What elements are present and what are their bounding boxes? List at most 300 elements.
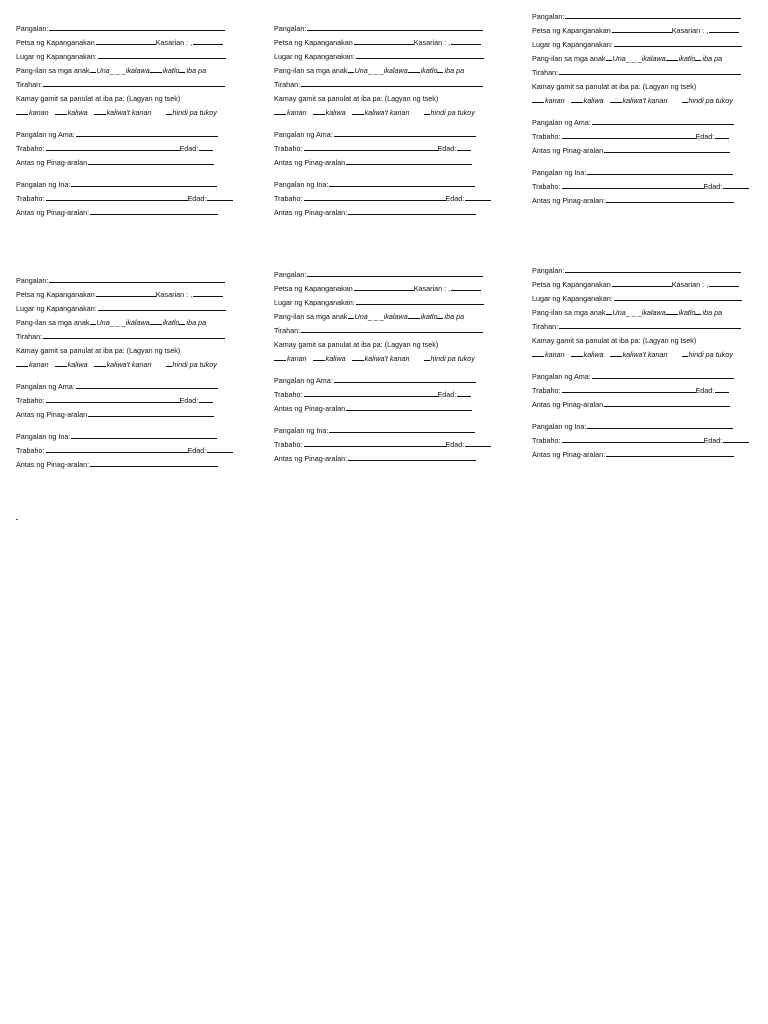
father-name-row bbox=[532, 370, 768, 384]
sex-field[interactable] bbox=[193, 36, 223, 45]
address-label: Tirahan: bbox=[16, 80, 43, 89]
mother-name-field[interactable] bbox=[587, 166, 733, 175]
father-age-label: Edad: bbox=[695, 132, 715, 141]
option-kaliwat-kanan: kaliwa't kanan bbox=[364, 354, 410, 363]
option-iba-pa: iba pa bbox=[444, 66, 465, 75]
checkbox-kanan[interactable] bbox=[274, 106, 286, 115]
father-name-field[interactable] bbox=[76, 128, 218, 137]
checkbox-kanan[interactable] bbox=[532, 94, 544, 103]
father-job-field[interactable] bbox=[562, 130, 696, 139]
name-field[interactable] bbox=[307, 22, 483, 31]
mother-name-row bbox=[532, 166, 768, 180]
father-job-label: Trabaho: bbox=[274, 390, 303, 399]
mother-education-label: Antas ng Pinag-aralan: bbox=[274, 208, 348, 217]
father-job-label: Trabaho: bbox=[532, 386, 561, 395]
option-una: Una bbox=[612, 54, 626, 63]
mother-age-field[interactable] bbox=[207, 444, 233, 453]
father-job-field[interactable] bbox=[562, 384, 696, 393]
mother-education-field[interactable] bbox=[90, 458, 218, 467]
sex-field[interactable] bbox=[709, 278, 739, 287]
handedness-options bbox=[532, 348, 768, 362]
birthplace-label: Lugar ng Kapanganakan: bbox=[274, 52, 355, 61]
mother-age-field[interactable] bbox=[207, 192, 233, 201]
mother-education-row bbox=[274, 206, 514, 220]
sex-field[interactable] bbox=[193, 288, 223, 297]
name-row bbox=[16, 22, 256, 36]
checkbox-ikalawa[interactable] bbox=[408, 64, 420, 73]
mother-job-field[interactable] bbox=[562, 434, 704, 443]
option-hindi-tukoy: hindi pa tukoy bbox=[430, 354, 475, 363]
father-job-row bbox=[274, 142, 514, 156]
birthdate-field[interactable] bbox=[612, 24, 672, 33]
mother-education-row bbox=[274, 452, 514, 466]
birthdate-row bbox=[274, 282, 514, 296]
address-label: Tirahan: bbox=[274, 326, 301, 335]
option-kaliwat-kanan: kaliwa't kanan bbox=[364, 108, 410, 117]
address-field[interactable] bbox=[559, 66, 741, 75]
address-field[interactable] bbox=[301, 78, 483, 87]
mother-age-field[interactable] bbox=[465, 192, 491, 201]
mother-education-field[interactable] bbox=[348, 206, 476, 215]
mother-age-label: Edad: bbox=[445, 440, 465, 449]
checkbox-kaliwat-kanan[interactable] bbox=[94, 106, 106, 115]
birthplace-field[interactable] bbox=[614, 38, 742, 47]
father-job-field[interactable] bbox=[304, 142, 438, 151]
checkbox-una[interactable] bbox=[348, 64, 354, 73]
student-form-2 bbox=[274, 22, 514, 220]
father-age-label: Edad: bbox=[437, 144, 457, 153]
birthplace-row bbox=[16, 302, 256, 316]
checkbox-una[interactable] bbox=[606, 306, 612, 315]
father-age-field[interactable] bbox=[199, 142, 213, 151]
handedness-row bbox=[16, 92, 256, 106]
mother-name-row bbox=[16, 178, 256, 192]
option-una: Una bbox=[612, 308, 626, 317]
father-name-field[interactable] bbox=[76, 380, 218, 389]
father-education-label: Antas ng Pinag-aralan bbox=[16, 410, 88, 419]
name-field[interactable] bbox=[49, 22, 225, 31]
mother-age-field[interactable] bbox=[465, 438, 491, 447]
father-name-field[interactable] bbox=[334, 374, 476, 383]
student-form-1 bbox=[16, 22, 256, 220]
checkbox-iba-pa[interactable] bbox=[695, 306, 701, 315]
father-name-label: Pangalan ng Ama: bbox=[274, 130, 333, 139]
option-kaliwa: kaliwa bbox=[67, 360, 88, 369]
option-ikatlo: ikatlo bbox=[162, 318, 180, 327]
father-education-label: Antas ng Pinag-aralan bbox=[16, 158, 88, 167]
father-name-label: Pangalan ng Ama: bbox=[532, 372, 591, 381]
mother-job-row bbox=[16, 444, 256, 458]
birthplace-label: Lugar ng Kapanganakan: bbox=[16, 304, 97, 313]
mother-age-field[interactable] bbox=[723, 180, 749, 189]
option-kaliwat-kanan: kaliwa't kanan bbox=[622, 350, 668, 359]
father-education-row bbox=[532, 398, 768, 412]
mother-age-label: Edad: bbox=[187, 446, 207, 455]
option-kaliwat-kanan: kaliwa't kanan bbox=[106, 108, 152, 117]
father-job-field[interactable] bbox=[46, 394, 180, 403]
checkbox-kanan[interactable] bbox=[16, 106, 28, 115]
checkbox-hindi-tukoy[interactable] bbox=[166, 106, 172, 115]
option-una: Una bbox=[354, 66, 368, 75]
father-name-row bbox=[532, 116, 768, 130]
mother-job-field[interactable] bbox=[562, 180, 704, 189]
sex-field[interactable] bbox=[709, 24, 739, 33]
father-name-row bbox=[16, 380, 256, 394]
checkbox-kaliwat-kanan[interactable] bbox=[610, 348, 622, 357]
mother-name-label: Pangalan ng Ina: bbox=[532, 168, 587, 177]
checkbox-una[interactable] bbox=[606, 52, 612, 61]
father-name-field[interactable] bbox=[592, 116, 734, 125]
mother-name-row bbox=[274, 424, 514, 438]
checkbox-ikalawa[interactable] bbox=[666, 52, 678, 61]
mother-name-field[interactable] bbox=[329, 424, 475, 433]
birth-order-row: Pang-ilan sa mga anak Una_ _ _ikalawa ikatlo iba pa bbox=[532, 54, 723, 63]
father-education-field[interactable] bbox=[88, 156, 214, 165]
option-ikatlo: ikatlo bbox=[678, 54, 696, 63]
checkbox-hindi-tukoy[interactable] bbox=[682, 94, 688, 103]
mother-education-label: Antas ng Pinag-aralan: bbox=[16, 460, 90, 469]
mother-education-field[interactable] bbox=[90, 206, 218, 215]
mother-job-label: Trabaho: bbox=[16, 194, 45, 203]
father-education-label: Antas ng Pinag-aralan bbox=[532, 146, 604, 155]
birthdate-field[interactable] bbox=[612, 278, 672, 287]
option-ikatlo: ikatlo bbox=[162, 66, 180, 75]
name-row bbox=[274, 22, 514, 36]
checkbox-kanan[interactable] bbox=[274, 352, 286, 361]
mother-education-row bbox=[16, 206, 256, 220]
father-age-label: Edad: bbox=[437, 390, 457, 399]
father-age-field[interactable] bbox=[457, 142, 471, 151]
mother-education-row bbox=[532, 194, 768, 208]
option-una: Una bbox=[96, 318, 110, 327]
stray-mark bbox=[16, 519, 18, 520]
option-kanan: kanan bbox=[287, 108, 307, 117]
handedness-options bbox=[16, 358, 256, 372]
option-ikatlo: ikatlo bbox=[420, 312, 438, 321]
birth-order-label: Pang-ilan sa mga anak bbox=[274, 312, 348, 321]
address-row bbox=[274, 78, 514, 92]
mother-age-field[interactable] bbox=[723, 434, 749, 443]
birth-order-label: Pang-ilan sa mga anak bbox=[532, 54, 606, 63]
option-kaliwat-kanan: kaliwa't kanan bbox=[622, 96, 668, 105]
birthplace-row bbox=[16, 50, 256, 64]
birthplace-label: Lugar ng Kapanganakan: bbox=[532, 40, 613, 49]
birthdate-label: Petsa ng Kapanganakan bbox=[274, 284, 353, 293]
checkbox-ikalawa[interactable] bbox=[150, 316, 162, 325]
handedness-options bbox=[274, 352, 514, 366]
mother-name-row bbox=[274, 178, 514, 192]
option-hindi-tukoy: hindi pa tukoy bbox=[172, 360, 217, 369]
birthplace-field[interactable] bbox=[98, 302, 226, 311]
father-education-row bbox=[16, 156, 256, 170]
name-label: Pangalan: bbox=[274, 24, 307, 33]
option-hindi-tukoy: hindi pa tukoy bbox=[688, 96, 733, 105]
father-job-label: Trabaho: bbox=[532, 132, 561, 141]
father-job-row bbox=[532, 384, 768, 398]
father-age-label: Edad: bbox=[695, 386, 715, 395]
checkbox-una[interactable] bbox=[90, 316, 96, 325]
father-name-field[interactable] bbox=[334, 128, 476, 137]
option-una: Una bbox=[96, 66, 110, 75]
address-field[interactable] bbox=[43, 330, 225, 339]
mother-age-label: Edad: bbox=[703, 182, 723, 191]
handedness-label: Kamay gamit sa panulat at iba pa: (Lagyan ng tsek) bbox=[532, 336, 697, 345]
sex-label: Kasarian : , bbox=[155, 290, 193, 299]
mother-name-row bbox=[532, 420, 768, 434]
birth-order-row: Pang-ilan sa mga anak Una_ _ _ikalawa ikatlo iba pa bbox=[274, 66, 465, 75]
mother-education-field[interactable] bbox=[606, 194, 734, 203]
mother-education-label: Antas ng Pinag-aralan: bbox=[274, 454, 348, 463]
checkbox-kaliwa[interactable] bbox=[571, 348, 583, 357]
checkbox-iba-pa[interactable] bbox=[179, 316, 185, 325]
option-ikalawa: ikalawa bbox=[383, 312, 408, 321]
name-label: Pangalan: bbox=[16, 276, 49, 285]
father-education-field[interactable] bbox=[604, 144, 730, 153]
birthdate-field[interactable] bbox=[354, 36, 414, 45]
checkbox-kaliwa[interactable] bbox=[55, 358, 67, 367]
name-label: Pangalan: bbox=[532, 12, 565, 21]
birth-order-row: Pang-ilan sa mga anak Una_ _ _ikalawa ikatlo iba pa bbox=[16, 66, 207, 75]
option-ikalawa: ikalawa bbox=[641, 54, 666, 63]
checkbox-iba-pa[interactable] bbox=[437, 310, 443, 319]
mother-job-label: Trabaho: bbox=[532, 436, 561, 445]
birthdate-row bbox=[532, 24, 768, 38]
option-kaliwa: kaliwa bbox=[325, 108, 346, 117]
checkbox-kanan[interactable] bbox=[532, 348, 544, 357]
checkbox-iba-pa[interactable] bbox=[437, 64, 443, 73]
father-education-row bbox=[274, 402, 514, 416]
checkbox-iba-pa[interactable] bbox=[695, 52, 701, 61]
option-kaliwa: kaliwa bbox=[583, 350, 604, 359]
birthplace-field[interactable] bbox=[98, 50, 226, 59]
address-label: Tirahan: bbox=[274, 80, 301, 89]
name-field[interactable] bbox=[565, 10, 741, 19]
address-field[interactable] bbox=[301, 324, 483, 333]
mother-job-field[interactable] bbox=[304, 192, 446, 201]
father-job-field[interactable] bbox=[46, 142, 180, 151]
name-field[interactable] bbox=[307, 268, 483, 277]
checkbox-kaliwa[interactable] bbox=[313, 352, 325, 361]
checkbox-kaliwat-kanan[interactable] bbox=[610, 94, 622, 103]
mother-age-label: Edad: bbox=[187, 194, 207, 203]
mother-job-label: Trabaho: bbox=[274, 194, 303, 203]
father-job-field[interactable] bbox=[304, 388, 438, 397]
checkbox-kanan[interactable] bbox=[16, 358, 28, 367]
sex-label: Kasarian : , bbox=[413, 284, 451, 293]
student-form-6 bbox=[532, 264, 768, 462]
option-ikalawa: ikalawa bbox=[125, 318, 150, 327]
name-field[interactable] bbox=[565, 264, 741, 273]
birthdate-field[interactable] bbox=[354, 282, 414, 291]
option-iba-pa: iba pa bbox=[702, 54, 723, 63]
father-education-row bbox=[16, 408, 256, 422]
checkbox-kaliwat-kanan[interactable] bbox=[94, 358, 106, 367]
option-kaliwat-kanan: kaliwa't kanan bbox=[106, 360, 152, 369]
mother-job-row bbox=[16, 192, 256, 206]
father-education-label: Antas ng Pinag-aralan bbox=[532, 400, 604, 409]
birth-order-row: Pang-ilan sa mga anak Una_ _ _ikalawa ikatlo iba pa bbox=[274, 312, 465, 321]
address-label: Tirahan: bbox=[532, 322, 559, 331]
name-field[interactable] bbox=[49, 274, 225, 283]
name-label: Pangalan: bbox=[16, 24, 49, 33]
address-row bbox=[532, 66, 768, 80]
birthdate-label: Petsa ng Kapanganakan bbox=[274, 38, 353, 47]
father-age-field[interactable] bbox=[715, 130, 729, 139]
handedness-options bbox=[16, 106, 256, 120]
checkbox-hindi-tukoy[interactable] bbox=[424, 106, 430, 115]
birth-order-label: Pang-ilan sa mga anak bbox=[532, 308, 606, 317]
handedness-label: Kamay gamit sa panulat at iba pa: (Lagyan ng tsek) bbox=[274, 340, 439, 349]
mother-education-row bbox=[532, 448, 768, 462]
birthplace-row bbox=[274, 50, 514, 64]
birthdate-field[interactable] bbox=[96, 36, 156, 45]
checkbox-kaliwat-kanan[interactable] bbox=[352, 106, 364, 115]
mother-name-field[interactable] bbox=[329, 178, 475, 187]
birth-order-label: Pang-ilan sa mga anak bbox=[16, 66, 90, 75]
address-row bbox=[16, 330, 256, 344]
checkbox-hindi-tukoy[interactable] bbox=[682, 348, 688, 357]
checkbox-kaliwa[interactable] bbox=[571, 94, 583, 103]
name-row bbox=[532, 10, 768, 24]
sex-field[interactable] bbox=[451, 282, 481, 291]
father-name-row bbox=[274, 374, 514, 388]
mother-job-field[interactable] bbox=[46, 192, 188, 201]
mother-education-label: Antas ng Pinag-aralan: bbox=[16, 208, 90, 217]
handedness-row bbox=[274, 338, 514, 352]
option-kanan: kanan bbox=[29, 108, 49, 117]
address-row bbox=[532, 320, 768, 334]
birthplace-field[interactable] bbox=[356, 296, 484, 305]
handedness-row bbox=[532, 80, 768, 94]
father-name-row bbox=[274, 128, 514, 142]
checkbox-iba-pa[interactable] bbox=[179, 64, 185, 73]
option-ikalawa: ikalawa bbox=[125, 66, 150, 75]
checkbox-una[interactable] bbox=[90, 64, 96, 73]
birth-order-row: Pang-ilan sa mga anak Una_ _ _ikalawa ikatlo iba pa bbox=[532, 308, 723, 317]
option-kanan: kanan bbox=[545, 350, 565, 359]
sex-field[interactable] bbox=[451, 36, 481, 45]
father-name-field[interactable] bbox=[592, 370, 734, 379]
birthdate-label: Petsa ng Kapanganakan bbox=[532, 280, 611, 289]
birthplace-row bbox=[532, 292, 768, 306]
father-name-row bbox=[16, 128, 256, 142]
checkbox-ikalawa[interactable] bbox=[666, 306, 678, 315]
birthdate-row bbox=[16, 288, 256, 302]
birthdate-label: Petsa ng Kapanganakan bbox=[532, 26, 611, 35]
father-job-label: Trabaho: bbox=[274, 144, 303, 153]
checkbox-una[interactable] bbox=[348, 310, 354, 319]
birthplace-label: Lugar ng Kapanganakan: bbox=[16, 52, 97, 61]
mother-name-field[interactable] bbox=[71, 430, 217, 439]
checkbox-ikalawa[interactable] bbox=[150, 64, 162, 73]
birthdate-field[interactable] bbox=[96, 288, 156, 297]
mother-education-label: Antas ng Pinag-aralan: bbox=[532, 450, 606, 459]
option-ikatlo: ikatlo bbox=[678, 308, 696, 317]
mother-job-label: Trabaho: bbox=[16, 446, 45, 455]
handedness-label: Kamay gamit sa panulat at iba pa: (Lagyan ng tsek) bbox=[274, 94, 439, 103]
father-education-field[interactable] bbox=[346, 156, 472, 165]
handedness-label: Kamay gamit sa panulat at iba pa: (Lagyan ng tsek) bbox=[16, 94, 181, 103]
father-job-label: Trabaho: bbox=[16, 144, 45, 153]
sex-label: Kasarian : , bbox=[413, 38, 451, 47]
checkbox-kaliwat-kanan[interactable] bbox=[352, 352, 364, 361]
mother-job-label: Trabaho: bbox=[274, 440, 303, 449]
option-kanan: kanan bbox=[287, 354, 307, 363]
address-label: Tirahan: bbox=[532, 68, 559, 77]
birth-order-row: Pang-ilan sa mga anak Una_ _ _ikalawa ikatlo iba pa bbox=[16, 318, 207, 327]
checkbox-kaliwa[interactable] bbox=[313, 106, 325, 115]
option-ikalawa: ikalawa bbox=[383, 66, 408, 75]
mother-age-label: Edad: bbox=[703, 436, 723, 445]
checkbox-kaliwa[interactable] bbox=[55, 106, 67, 115]
mother-age-label: Edad: bbox=[445, 194, 465, 203]
name-label: Pangalan: bbox=[274, 270, 307, 279]
father-age-field[interactable] bbox=[457, 388, 471, 397]
birth-order-label: Pang-ilan sa mga anak bbox=[274, 66, 348, 75]
option-iba-pa: iba pa bbox=[444, 312, 465, 321]
father-education-field[interactable] bbox=[604, 398, 730, 407]
option-iba-pa: iba pa bbox=[702, 308, 723, 317]
name-row bbox=[16, 274, 256, 288]
birthdate-row bbox=[274, 36, 514, 50]
father-education-label: Antas ng Pinag-aralan bbox=[274, 158, 346, 167]
birthdate-row bbox=[16, 36, 256, 50]
father-name-label: Pangalan ng Ama: bbox=[16, 130, 75, 139]
sex-label: Kasarian : , bbox=[671, 280, 709, 289]
checkbox-hindi-tukoy[interactable] bbox=[166, 358, 172, 367]
father-age-label: Edad: bbox=[179, 144, 199, 153]
address-row bbox=[274, 324, 514, 338]
option-iba-pa: iba pa bbox=[186, 318, 207, 327]
father-age-field[interactable] bbox=[715, 384, 729, 393]
option-hindi-tukoy: hindi pa tukoy bbox=[430, 108, 475, 117]
father-education-row bbox=[532, 144, 768, 158]
option-iba-pa: iba pa bbox=[186, 66, 207, 75]
checkbox-hindi-tukoy[interactable] bbox=[424, 352, 430, 361]
mother-name-row bbox=[16, 430, 256, 444]
birthdate-label: Petsa ng Kapanganakan bbox=[16, 38, 95, 47]
address-field[interactable] bbox=[43, 78, 225, 87]
name-label: Pangalan: bbox=[532, 266, 565, 275]
checkbox-ikalawa[interactable] bbox=[408, 310, 420, 319]
option-kaliwa: kaliwa bbox=[325, 354, 346, 363]
mother-job-field[interactable] bbox=[304, 438, 446, 447]
father-age-field[interactable] bbox=[199, 394, 213, 403]
handedness-row bbox=[532, 334, 768, 348]
birthplace-field[interactable] bbox=[614, 292, 742, 301]
mother-job-field[interactable] bbox=[46, 444, 188, 453]
student-form-4 bbox=[16, 274, 256, 472]
birthplace-label: Lugar ng Kapanganakan: bbox=[532, 294, 613, 303]
father-name-label: Pangalan ng Ama: bbox=[532, 118, 591, 127]
option-kanan: kanan bbox=[545, 96, 565, 105]
mother-education-field[interactable] bbox=[348, 452, 476, 461]
father-education-field[interactable] bbox=[346, 402, 472, 411]
mother-job-row bbox=[532, 434, 768, 448]
option-kaliwa: kaliwa bbox=[67, 108, 88, 117]
mother-name-label: Pangalan ng Ina: bbox=[532, 422, 587, 431]
father-job-row bbox=[532, 130, 768, 144]
mother-education-field[interactable] bbox=[606, 448, 734, 457]
father-education-field[interactable] bbox=[88, 408, 214, 417]
address-field[interactable] bbox=[559, 320, 741, 329]
birthplace-field[interactable] bbox=[356, 50, 484, 59]
mother-name-field[interactable] bbox=[71, 178, 217, 187]
mother-name-field[interactable] bbox=[587, 420, 733, 429]
handedness-options bbox=[532, 94, 768, 108]
mother-job-label: Trabaho: bbox=[532, 182, 561, 191]
option-una: Una bbox=[354, 312, 368, 321]
